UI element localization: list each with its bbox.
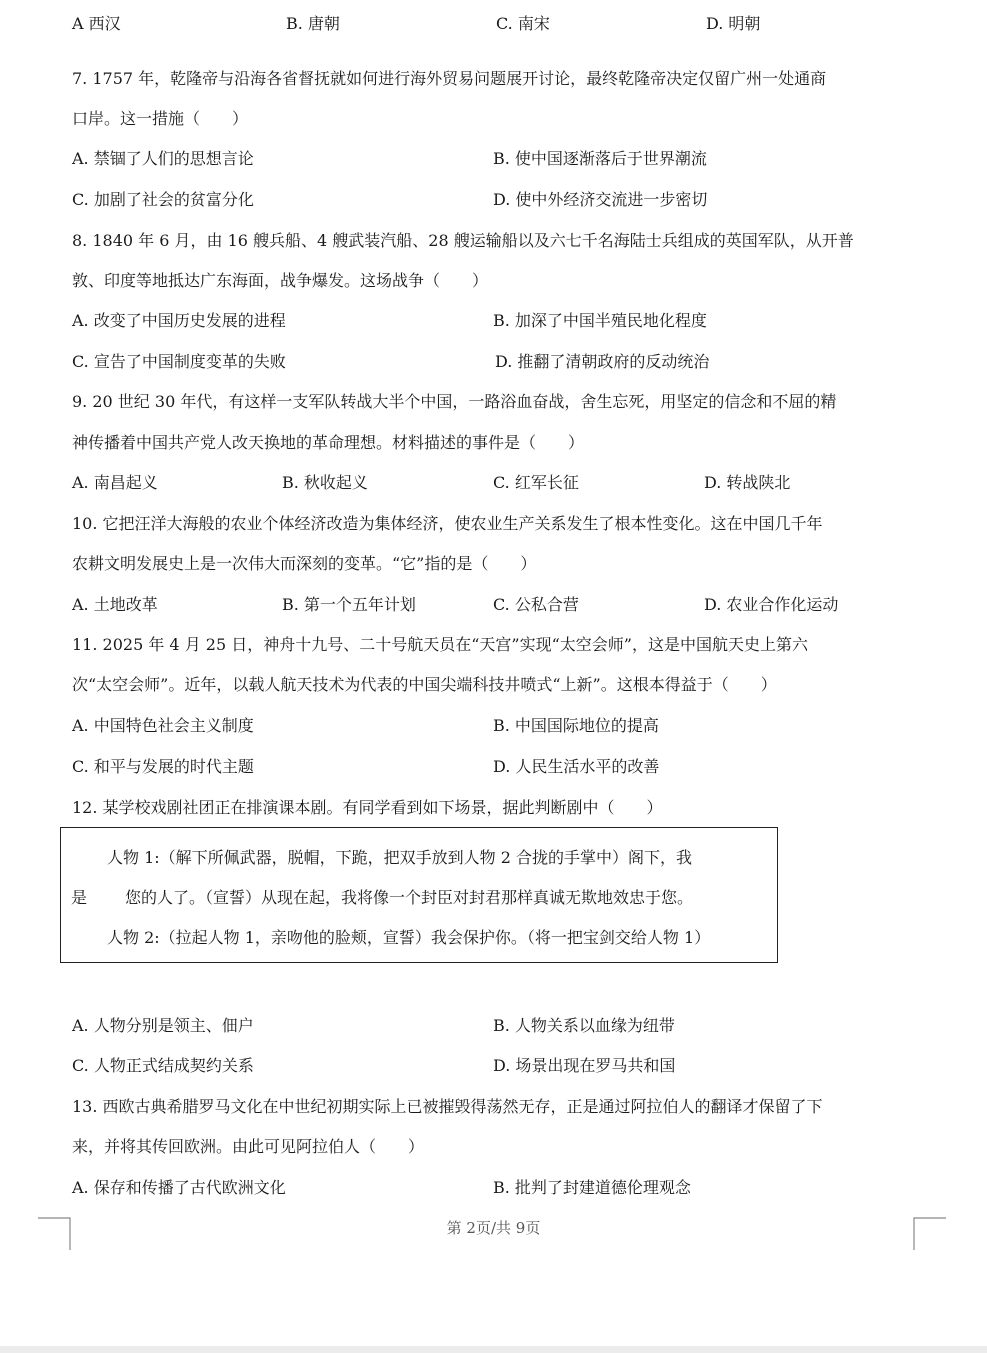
- q10-stem-line2: 农耕文明发展史上是一次伟大而深刻的变革。“它”指的是（ ）: [72, 554, 537, 573]
- q7-option-a: A. 禁锢了人们的思想言论: [72, 149, 254, 168]
- q12-option-c: C. 人物正式结成契约关系: [72, 1056, 254, 1075]
- q12-passage-box: [60, 827, 778, 963]
- q12-option-a: A. 人物分别是领主、佃户: [72, 1016, 254, 1035]
- q10-option-b: B. 第一个五年计划: [282, 595, 416, 614]
- q7-option-c: C. 加剧了社会的贫富分化: [72, 190, 254, 209]
- q10-option-a: A. 土地改革: [72, 595, 158, 614]
- q12-passage-line2-start: 是: [71, 888, 88, 907]
- q13-option-a: A. 保存和传播了古代欧洲文化: [72, 1178, 286, 1197]
- q11-stem-line2: 次“太空会师”。近年，以载人航天技术为代表的中国尖端科技井喷式“上新”。这根本得益于（ ）: [72, 675, 777, 694]
- q12-passage-line1: 人物 1:（解下所佩武器，脱帽，下跪，把双手放到人物 2 合拢的手掌中）阁下，我: [107, 848, 693, 867]
- q8-stem-line2: 敦、印度等地抵达广东海面，战争爆发。这场战争（ ）: [72, 271, 489, 290]
- q13-stem-line1: 13. 西欧古典希腊罗马文化在中世纪初期实际上已被摧毁得荡然无存，正是通过阿拉伯人的翻译才保留了下: [72, 1097, 823, 1116]
- q8-option-c: C. 宣告了中国制度变革的失败: [72, 352, 286, 371]
- q13-stem-line2: 来，并将其传回欧洲。由此可见阿拉伯人（ ）: [72, 1137, 425, 1156]
- q8-option-d: D. 推翻了清朝政府的反动统治: [495, 352, 710, 371]
- q8-option-a: A. 改变了中国历史发展的进程: [72, 311, 286, 330]
- q10-stem-line1: 10. 它把汪洋大海般的农业个体经济改造为集体经济，使农业生产关系发生了根本性变化。这在中国几千年: [72, 514, 823, 533]
- q6-option-a: A 西汉: [72, 14, 121, 33]
- q11-option-d: D. 人民生活水平的改善: [493, 757, 660, 776]
- q12-passage-line2: 您的人了。（宣誓）从现在起，我将像一个封臣对封君那样真诚无欺地效忠于您。: [125, 888, 694, 907]
- q12-passage-line3: 人物 2:（拉起人物 1，亲吻他的脸颊，宣誓）我会保护你。（将一把宝剑交给人物 1）: [107, 928, 711, 947]
- q9-option-b: B. 秋收起义: [282, 473, 368, 492]
- page-footer: 第 2页/共 9页: [446, 1219, 541, 1237]
- q6-option-b: B. 唐朝: [286, 14, 340, 33]
- q7-option-b: B. 使中国逐渐落后于世界潮流: [493, 149, 707, 168]
- q9-option-a: A. 南昌起义: [72, 473, 158, 492]
- q10-option-c: C. 公私合营: [493, 595, 579, 614]
- q12-option-d: D. 场景出现在罗马共和国: [493, 1056, 676, 1075]
- q11-option-a: A. 中国特色社会主义制度: [72, 716, 254, 735]
- q12-option-b: B. 人物关系以血缘为纽带: [493, 1016, 675, 1035]
- q12-stem-line1: 12. 某学校戏剧社团正在排演课本剧。有同学看到如下场景，据此判断剧中（ ）: [72, 798, 663, 817]
- q11-option-c: C. 和平与发展的时代主题: [72, 757, 254, 776]
- q6-option-d: D. 明朝: [706, 14, 761, 33]
- q11-stem-line1: 11. 2025 年 4 月 25 日，神舟十九号、二十号航天员在“天宫”实现“太空会师”，这是中国航天史上第六: [72, 635, 808, 654]
- q8-option-b: B. 加深了中国半殖民地化程度: [493, 311, 707, 330]
- q8-stem-line1: 8. 1840 年 6 月，由 16 艘兵船、4 艘武装汽船、28 艘运输船以及六七千名海陆士兵组成的英国军队，从开普: [72, 231, 854, 250]
- q9-option-c: C. 红军长征: [493, 473, 579, 492]
- viewer-bottom-edge: [0, 1346, 987, 1353]
- q6-option-c: C. 南宋: [496, 14, 550, 33]
- q7-stem-line2: 口岸。这一措施（ ）: [72, 109, 249, 128]
- q11-option-b: B. 中国国际地位的提高: [493, 716, 659, 735]
- q13-option-b: B. 批判了封建道德伦理观念: [493, 1178, 691, 1197]
- q7-option-d: D. 使中外经济交流进一步密切: [493, 190, 708, 209]
- q10-option-d: D. 农业合作化运动: [704, 595, 839, 614]
- q9-option-d: D. 转战陕北: [704, 473, 791, 492]
- q9-stem-line1: 9. 20 世纪 30 年代，有这样一支军队转战大半个中国，一路浴血奋战，舍生忘死，用坚定的信念和不屈的精: [72, 392, 837, 411]
- q9-stem-line2: 神传播着中国共产党人改天换地的革命理想。材料描述的事件是（ ）: [72, 433, 585, 452]
- q7-stem-line1: 7. 1757 年，乾隆帝与沿海各省督抚就如何进行海外贸易问题展开讨论，最终乾隆帝决定仅留广州一处通商: [72, 69, 827, 88]
